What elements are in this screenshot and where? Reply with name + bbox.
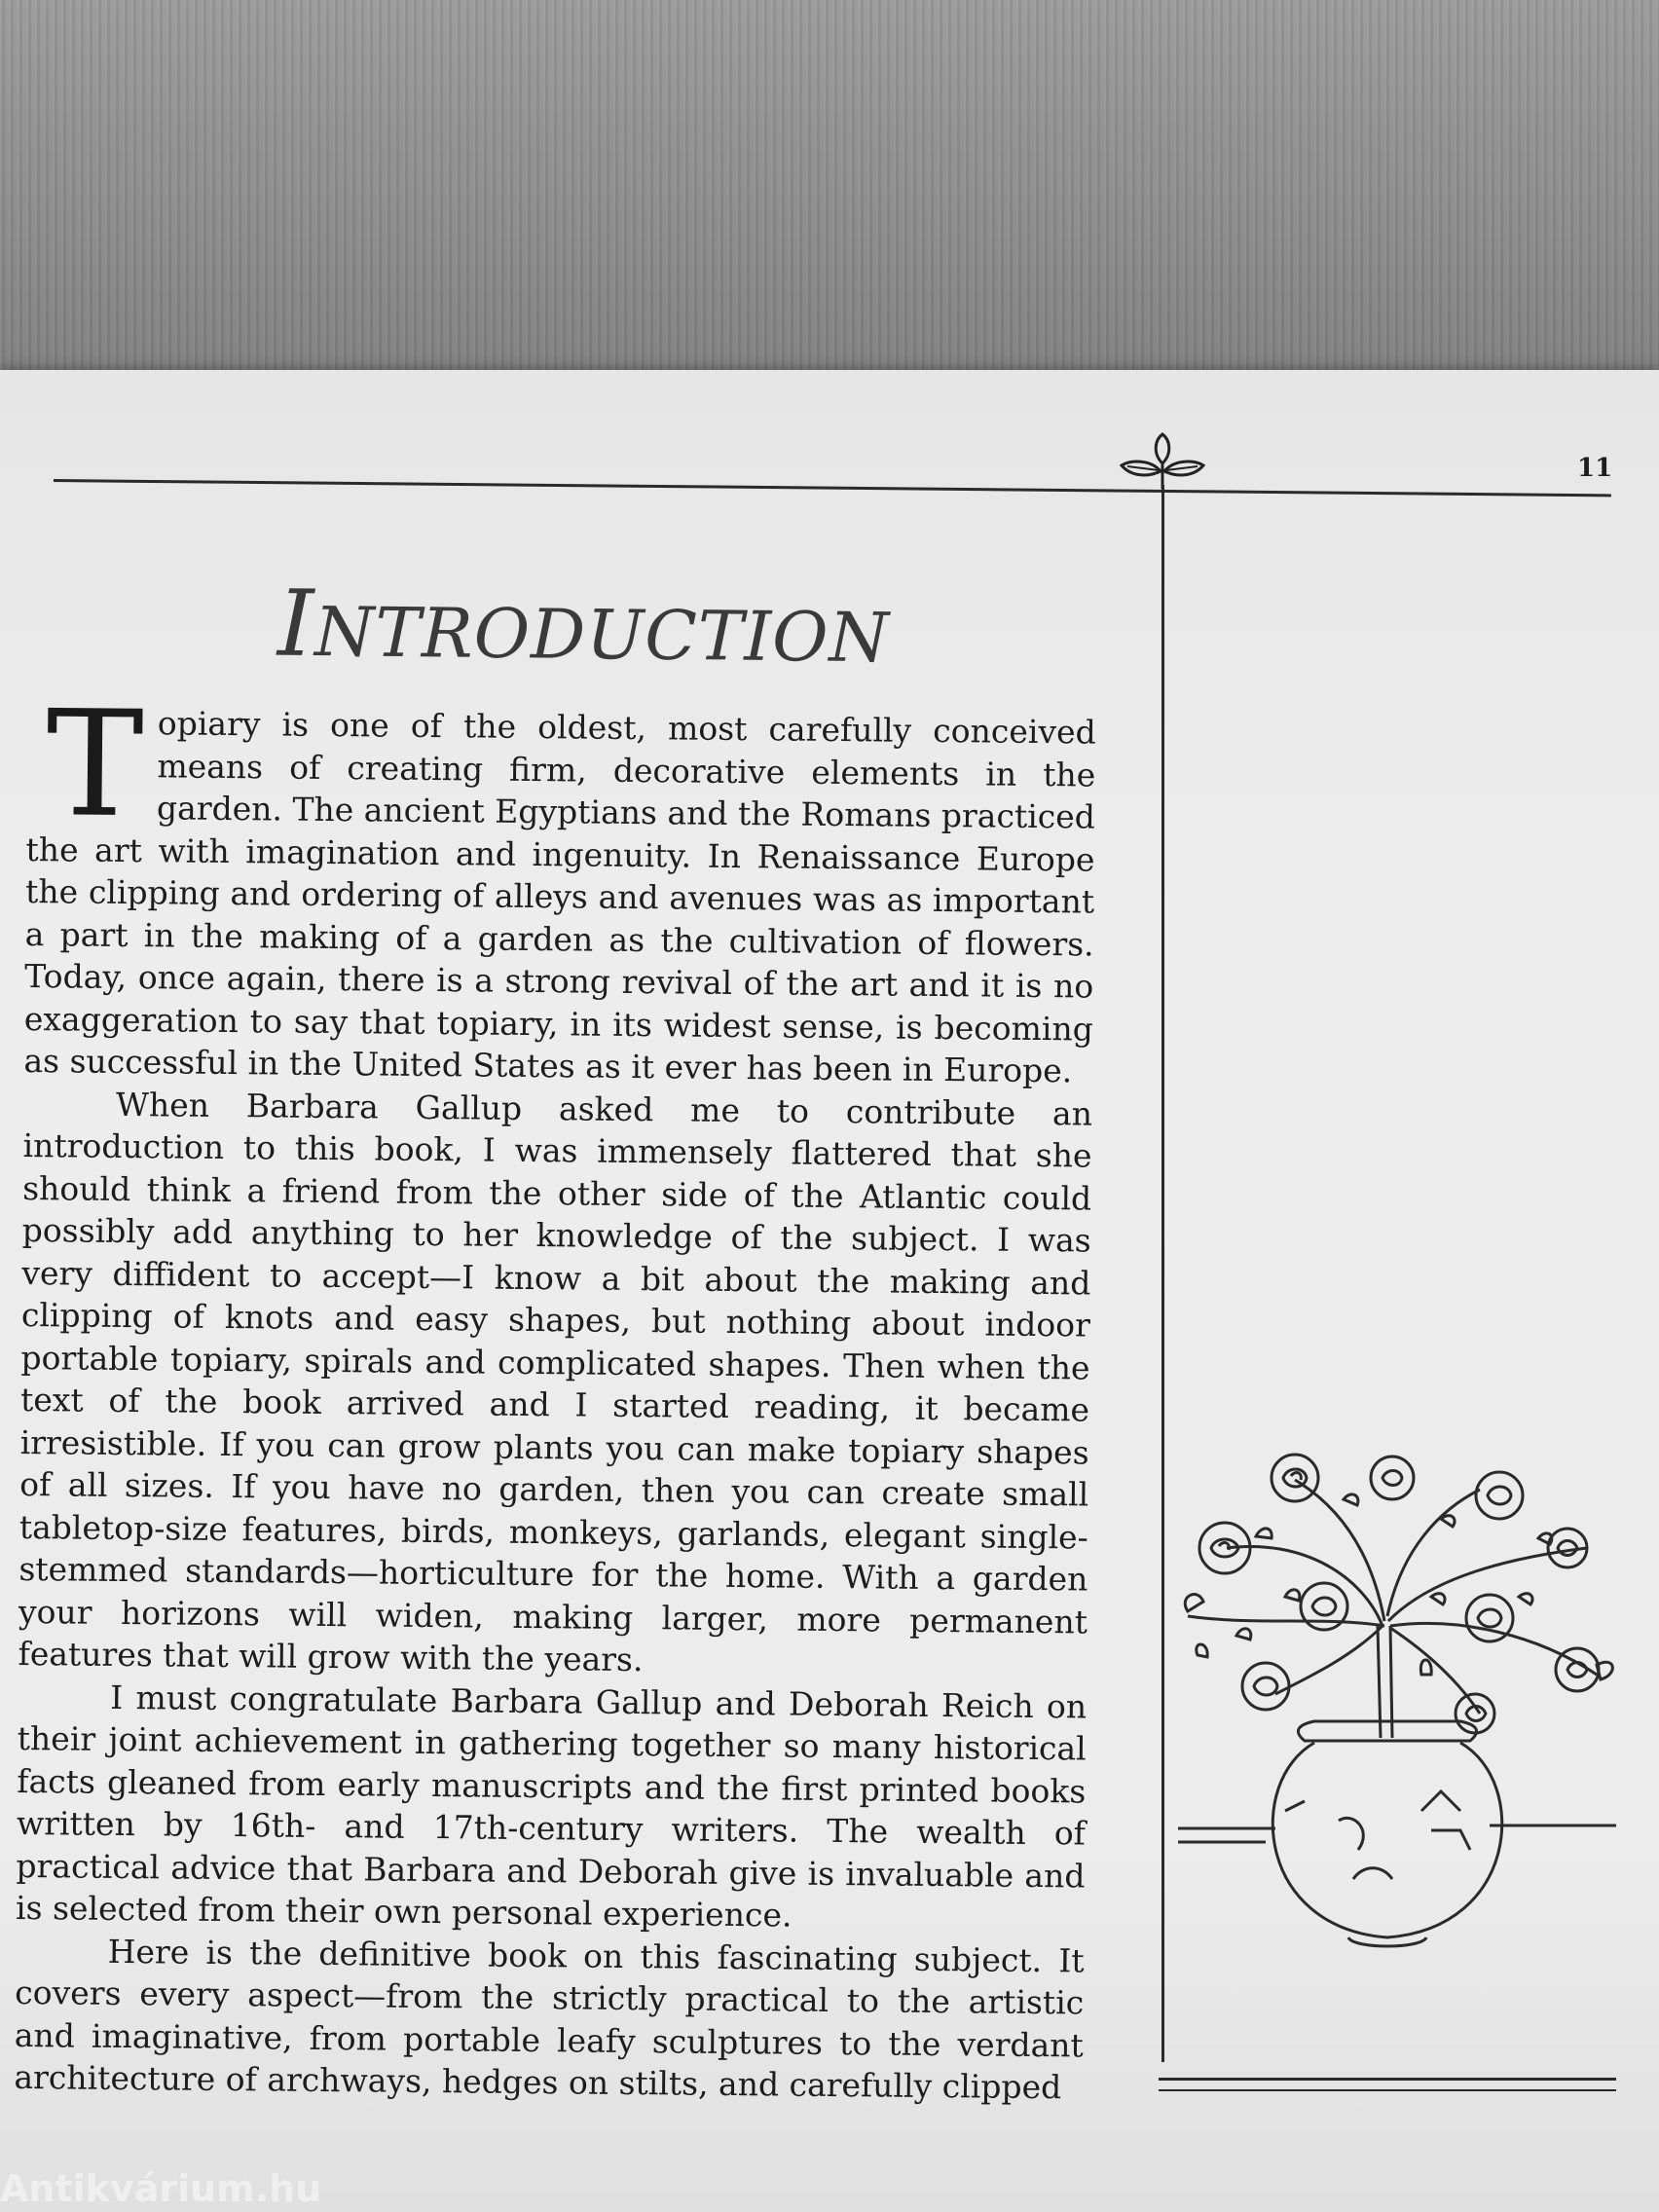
rose-standard-illustration — [1168, 1305, 1626, 1976]
paragraph-2: When Barbara Gallup asked me to contribute an introduction to this book, I was immensely flattered that she should think a friend from the other side of the Atlantic could possibly add anything to her knowledge of the subject. I was very diffident to accept—I know a bit about the making and clipping of knots and easy shapes, but nothing about indoor portable topiary, spirals and complicated shapes. Then when the text of the book arrived and I started reading, it became irresistible. If you can grow plants you can make topiary shapes of all sizes. If you have no garden, then you can create small tabletop-size features, birds, monkeys, garlands, elegant single-stemmed standards—horticulture for the home. With a garden your horizons will widen, making larger, more permanent features that will grow with the years. — [18, 1085, 1093, 1679]
page-number: 11 — [1577, 454, 1613, 483]
tabletop-background — [0, 0, 1659, 389]
book-page — [0, 370, 1659, 2212]
paragraph-1-text: opiary is one of the oldest, most carefully conceived means of creating firm, decorative elements in the garden. The ancient Egyptians and the Romans practiced the art with imagination and ingenuity. In Renaissance Europe the clipping and ordering of alleys and avenues was as important a part in the making of a garden as the cultivation of flowers. Today, once again, there is a strong revival of the art and it is no exaggeration to say that topiary, in its widest sense, is becoming as successful in the United States as it ever has been in Europe. — [23, 704, 1096, 1090]
drop-cap: T — [45, 680, 145, 851]
paragraph-3: I must congratulate Barbara Gallup and Deborah Reich on their joint achievement in gathering together so many historical facts gleaned from early manuscripts and the first printed books written by 16th- and 17th-century writers. The wealth of practical advice that Barbara and Deborah give is invaluable and is selected from their own personal experience. — [15, 1677, 1088, 1935]
margin-rule — [1161, 485, 1164, 2062]
chapter-title — [276, 571, 901, 684]
chapter-title-initial: I — [276, 571, 315, 679]
footer-rule-thin — [1159, 2089, 1616, 2091]
body-text — [14, 680, 1096, 2109]
chapter-title-rest: NTRODUCTION — [313, 592, 891, 679]
footer-rule — [1159, 2078, 1616, 2081]
paragraph-1 — [23, 680, 1096, 1092]
paragraph-4: Here is the definitive book on this fascinating subject. It covers every aspect—from the strictly practical to the artistic and imaginative, from portable leafy sculptures to the verdant architecture of archways, hedges on stilts, and carefully clipped — [14, 1932, 1085, 2107]
header-rule — [54, 479, 1611, 497]
watermark: Antikvárium.hu — [0, 2167, 322, 2210]
leaf-ornament-icon — [1118, 432, 1207, 493]
